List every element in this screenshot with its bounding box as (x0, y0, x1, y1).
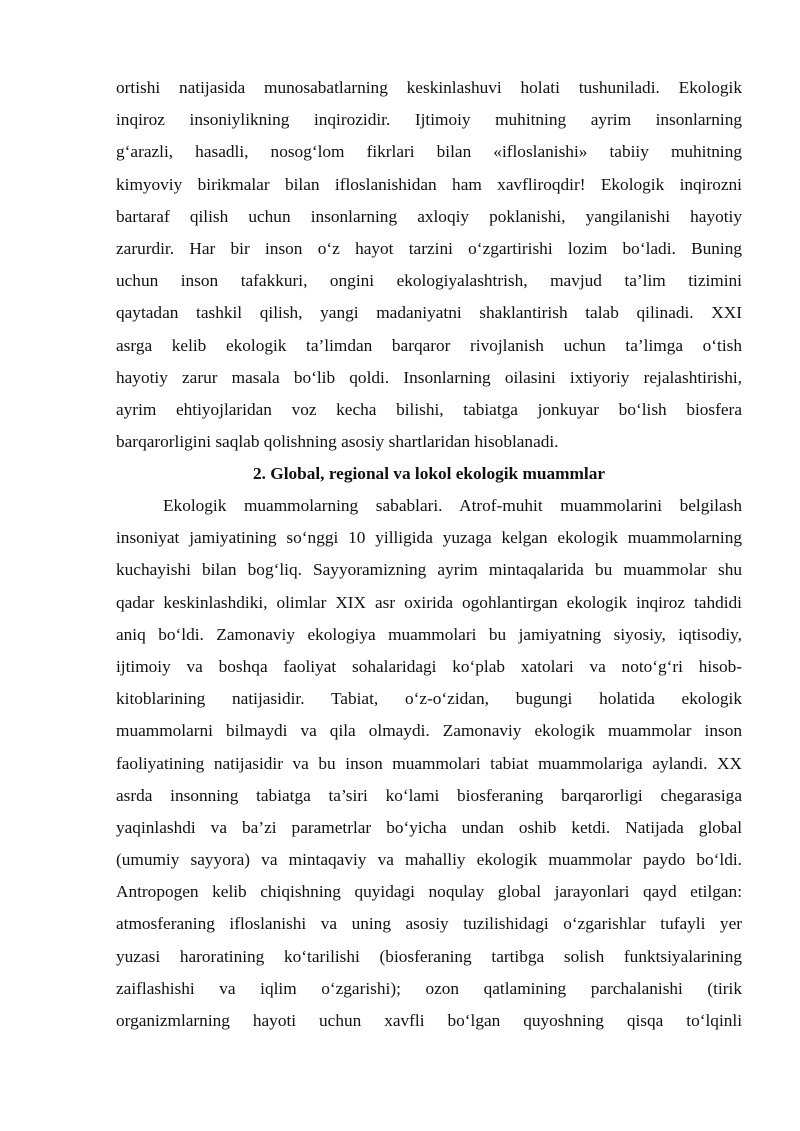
text-line: inqiroz insoniylikning inqirozidir. Ijtimoiy muhitning ayrim insonlarning (116, 110, 742, 130)
text-line: asrga kelib ekologik ta’limdan barqaror rivojlanish uchun ta’limga o‘tish (116, 335, 742, 355)
section-heading-text: 2. Global, regional va lokol ekologik muammlar (252, 464, 606, 483)
paragraph-ecological-problems (116, 490, 742, 1037)
text-line: Antropogen kelib chiqishning quyidagi noqulay global jarayonlari qayd etilgan: (116, 882, 742, 902)
text-line: yuzasi haroratining ko‘tarilishi (biosferaning tartibga solish funktsiyalarining (116, 946, 742, 966)
text-line: (umumiy sayyora) va mintaqaviy va mahalliy ekologik muammolar paydo bo‘ldi. (116, 850, 742, 870)
text-line: kuchayishi bilan bog‘liq. Sayyoramizning ayrim mintaqalarida bu muammolar shu (116, 560, 742, 580)
text-line: kimyoviy birikmalar bilan ifloslanishidan ham xavfliroqdir! Ekologik inqirozni (116, 174, 742, 194)
text-line: ijtimoiy va boshqa faoliyat sohalaridagi ko‘plab xatolari va noto‘g‘ri hisob- (116, 656, 742, 676)
text-line: zarurdir. Har bir inson o‘z hayot tarzini o‘zgartirishi lozim bo‘ladi. Buning (116, 238, 742, 258)
text-line: yaqinlashdi va ba’zi parametrlar bo‘yicha undan oshib ketdi. Natijada global (116, 817, 742, 837)
text-line: hayotiy zarur masala bo‘lib qoldi. Insonlarning oilasini ixtiyoriy rejalashtirishi, (116, 367, 742, 387)
text-line: g‘arazli, hasadli, nosog‘lom fikrlari bilan «ifloslanishi» tabiiy muhitning (116, 142, 742, 162)
text-line: ayrim ehtiyojlaridan voz kecha bilishi, tabiatga jonkuyar bo‘lish biosfera (116, 399, 742, 419)
text-line: organizmlarning hayoti uchun xavfli bo‘lgan quyoshning qisqa to‘lqinli (116, 1011, 742, 1030)
text-line: muammolarni bilmaydi va qila olmaydi. Zamonaviy ekologik muammolar inson (116, 721, 742, 741)
text-line: kitoblarining natijasidir. Tabiat, o‘z-o‘zidan, bugungi holatida ekologik (116, 689, 742, 709)
paragraph-ecological-crisis (116, 72, 742, 458)
text-line: insoniyat jamiyatining so‘nggi 10 yilligida yuzaga kelgan ekologik muammolarning (116, 528, 742, 548)
text-line: qadar keskinlashdiki, olimlar XIX asr oxirida ogohlantirgan ekologik inqiroz tahdidi (116, 592, 742, 612)
text-line: qaytadan tashkil qilish, yangi madaniyatni shaklantirish talab qilinadi. XXI (116, 303, 742, 323)
text-line: aniq bo‘ldi. Zamonaviy ekologiya muammolari bu jamiyatning siyosiy, iqtisodiy, (116, 624, 742, 644)
text-line: uchun inson tafakkuri, ongini ekologiyalashtrish, mavjud ta’lim tizimini (116, 271, 742, 291)
section-heading (116, 458, 742, 490)
text-line: atmosferaning ifloslanishi va uning asosiy tuzilishidagi o‘zgarishlar tufayli yer (116, 914, 742, 934)
text-line: zaiflashishi va iqlim o‘zgarishi); ozon qatlamining parchalanishi (tirik (116, 978, 742, 998)
text-line: barqarorligini saqlab qolishning asosiy shartlaridan hisoblanadi. (116, 432, 559, 452)
text-line: bartaraf qilish uchun insonlarning axloqiy poklanishi, yangilanishi hayotiy (116, 206, 742, 226)
text-line: Ekologik muammolarning sabablari. Atrof-muhit muammolarini belgilash (163, 496, 742, 515)
text-line: faoliyatining natijasidir va bu inson muammolari tabiat muammolariga aylandi. XX (116, 753, 742, 773)
text-line: asrda insonning tabiatga ta’siri ko‘lami biosferaning barqarorligi chegarasiga (116, 785, 742, 805)
text-line: ortishi natijasida munosabatlarning keskinlashuvi holati tushuniladi. Ekologik (116, 78, 742, 97)
